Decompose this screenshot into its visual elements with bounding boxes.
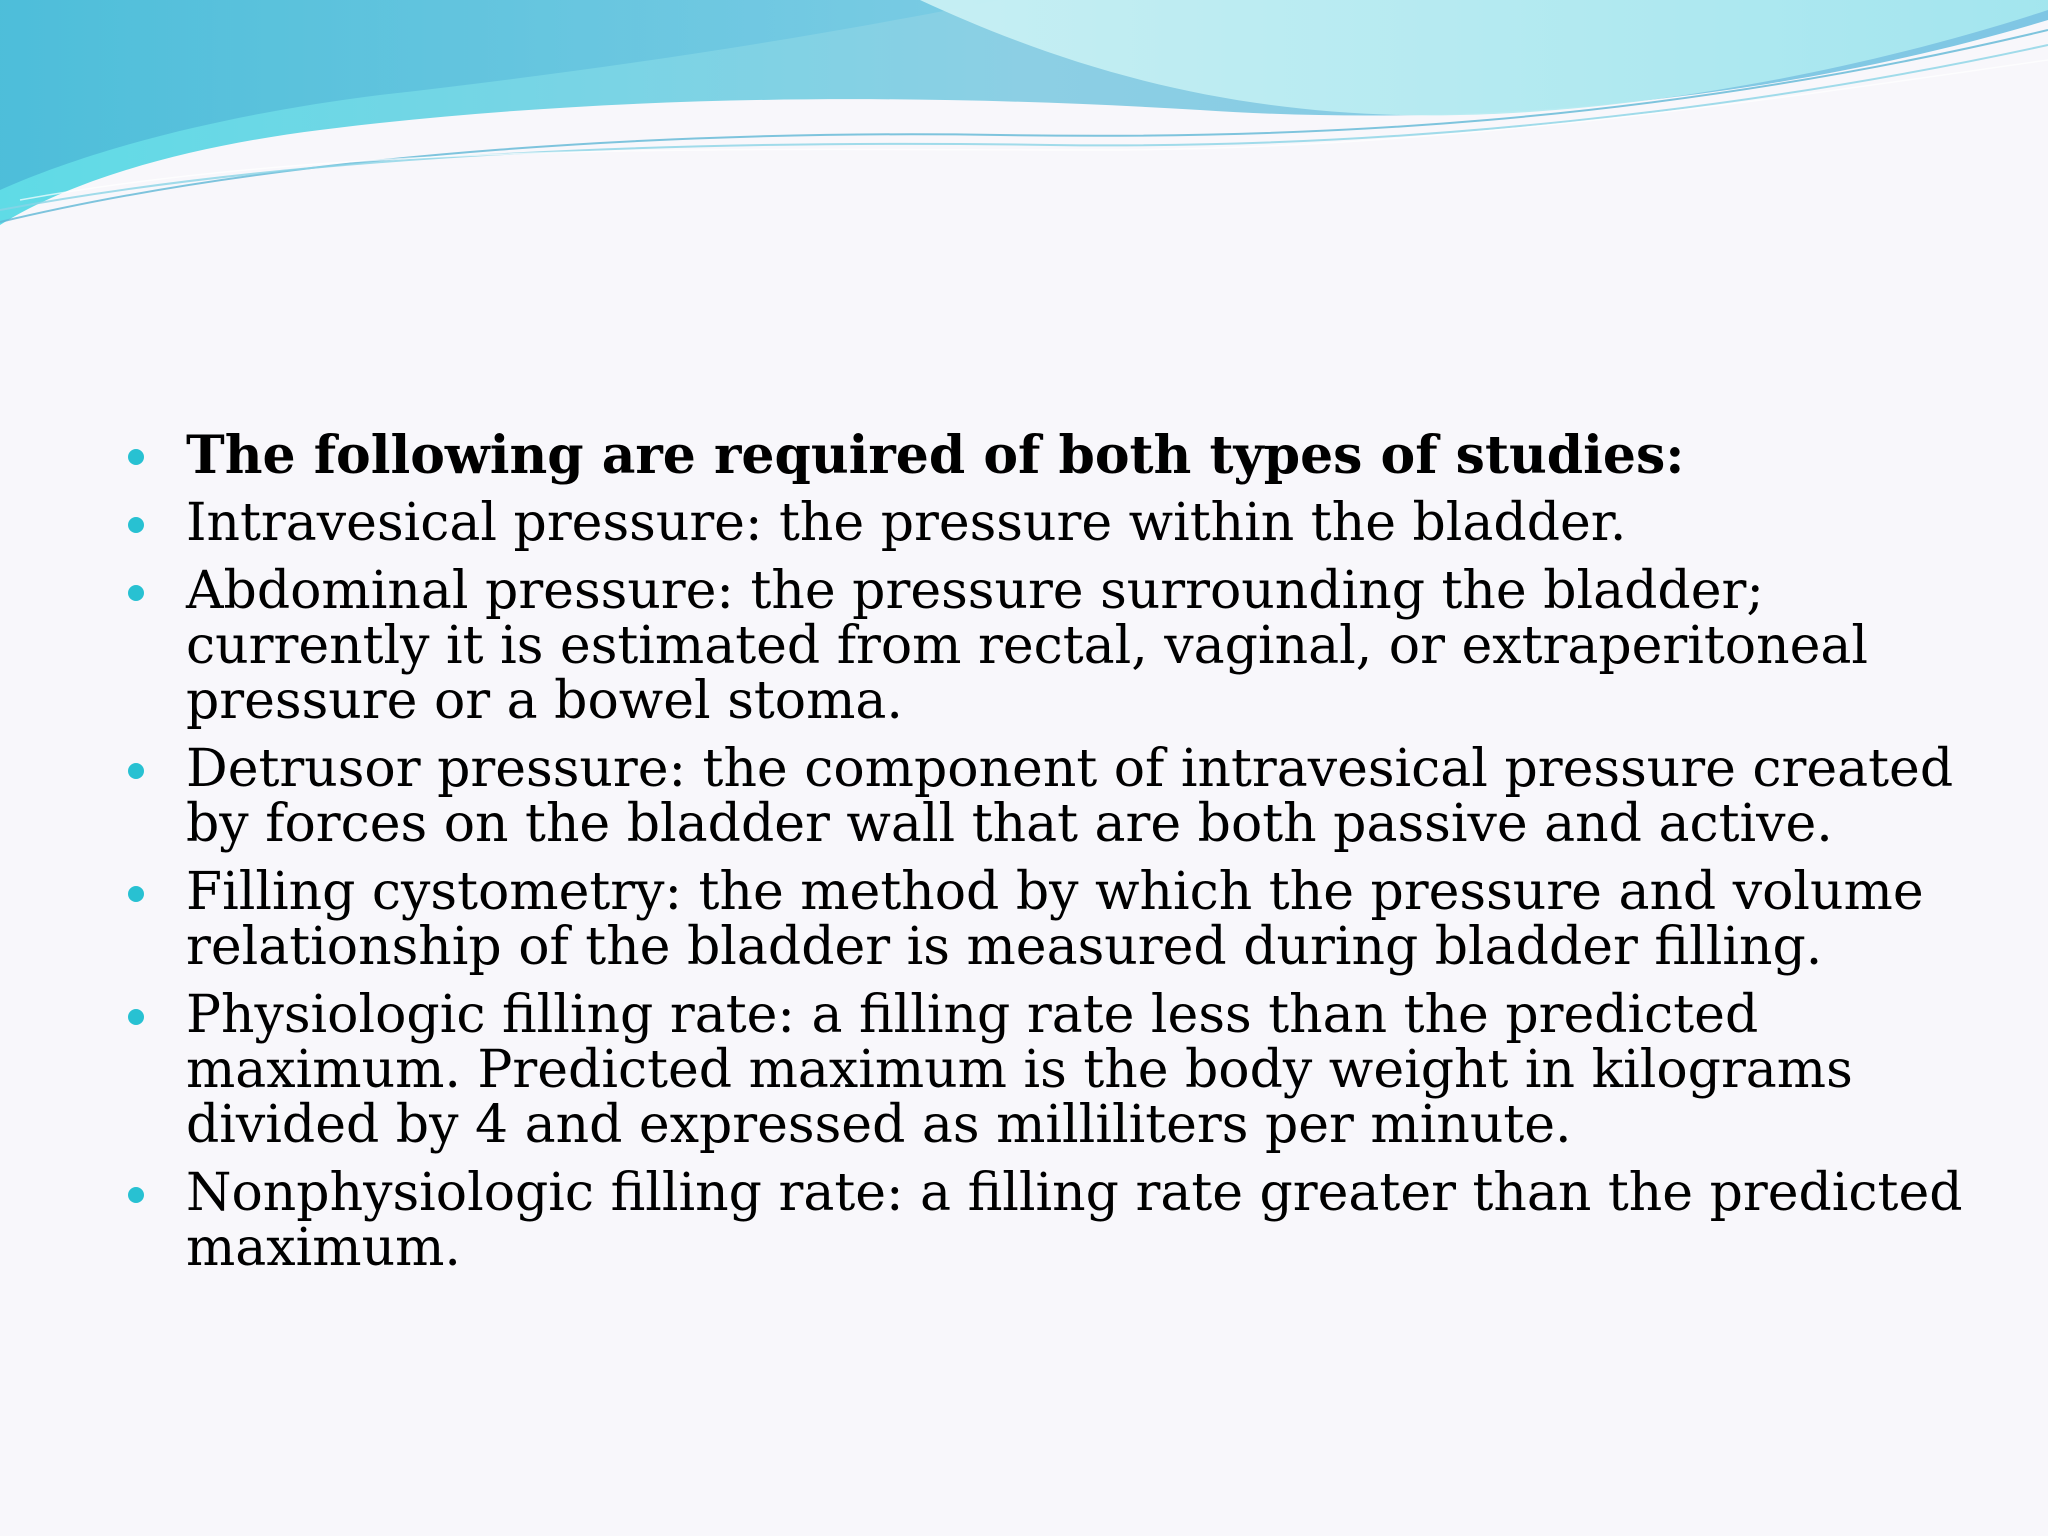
bullet-item-physiologic-filling-rate: [124, 985, 1984, 1155]
bullet-dot-icon: [128, 449, 144, 465]
bullet-item-detrusor-pressure: [124, 739, 1984, 854]
bullet-dot-icon: [128, 886, 144, 902]
bullet-item-intravesical-pressure: [124, 493, 1984, 553]
bullet-content: [124, 425, 1984, 1289]
bullet-text: Filling cystometry: the method by which the pressure and volume relationship of the bladder is measured during bladder filling.: [186, 862, 1924, 977]
bullet-item-filling-cystometry: [124, 862, 1984, 977]
bullet-item-nonphysiologic-filling-rate: [124, 1163, 1984, 1278]
bullet-text: Abdominal pressure: the pressure surrounding the bladder; currently it is estimated from rectal, vaginal, or extraperitoneal pressure or a bowel stoma.: [186, 561, 1868, 731]
bullet-list: [124, 425, 1984, 1278]
bullet-text: Detrusor pressure: the component of intravesical pressure created by forces on the bladder wall that are both passive and active.: [186, 739, 1954, 854]
bullet-text: Nonphysiologic filling rate: a filling rate greater than the predicted maximum.: [186, 1163, 1963, 1278]
bullet-text: The following are required of both types of studies:: [186, 425, 1685, 486]
bullet-item-heading: [124, 425, 1984, 486]
bullet-dot-icon: [128, 763, 144, 779]
bullet-dot-icon: [128, 517, 144, 533]
bullet-dot-icon: [128, 1187, 144, 1203]
bullet-dot-icon: [128, 1009, 144, 1025]
bullet-text: Intravesical pressure: the pressure within the bladder.: [186, 493, 1627, 553]
bullet-dot-icon: [128, 585, 144, 601]
bullet-text: Physiologic filling rate: a filling rate less than the predicted maximum. Predicted maximum is the body weight in kilograms divided by 4 and expressed as milliliters per minute.: [186, 985, 1853, 1155]
wave-header-decoration: [0, 0, 2048, 240]
bullet-item-abdominal-pressure: [124, 561, 1984, 731]
